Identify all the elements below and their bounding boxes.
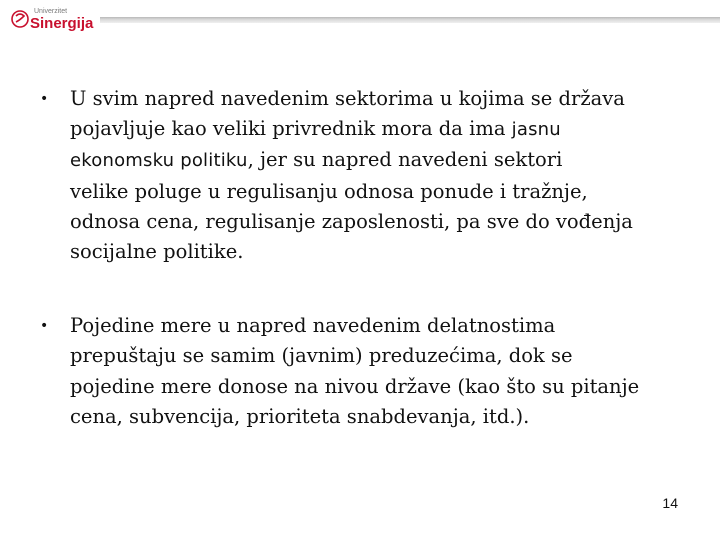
text-run: cena, subvencija, prioriteta snabdevanja, itd.). [70, 404, 530, 428]
header-divider [100, 17, 720, 23]
bullet-item [40, 311, 680, 432]
text-run: prepuštaju se samim (javnim) preduzećima, dok se [70, 344, 573, 368]
bullet-line [70, 237, 680, 267]
bullet-line [70, 207, 680, 237]
text-run: pojedine mere donose na nivou države (kao što su pitanje [70, 374, 640, 398]
text-run: U svim napred navedenim sektorima u kojima se država [70, 87, 625, 110]
bullet-dot: • [40, 91, 49, 107]
bullet-line [70, 145, 680, 176]
bullet-line [70, 177, 680, 207]
text-run: Pojedine mere u napred navedenim delatnostima [70, 314, 556, 338]
bullet-line [70, 114, 680, 145]
sinergija-logo-icon [10, 4, 96, 34]
emphasized-text: jasnu [511, 119, 561, 141]
bullet-item [40, 84, 680, 267]
text-run: , jer su napred navedeni sektori [247, 148, 563, 172]
bullet-line [70, 372, 680, 402]
text-run: pojavljuje kao veliki privrednik mora da ima [70, 117, 512, 141]
university-logo [10, 4, 96, 34]
emphasized-text: ekonomsku politiku [70, 150, 248, 172]
bullet-line [70, 311, 680, 341]
text-run: odnosa cena, regulisanje zaposlenosti, pa sve do vođenja [70, 209, 633, 233]
logo-small-text: Univerzitet [34, 8, 68, 15]
text-run: velike poluge u regulisanju odnosa ponude i tražnje, [70, 179, 588, 203]
page-number: 14 [662, 495, 678, 511]
logo-text: Sinergija [30, 15, 94, 32]
bullet-line [70, 341, 680, 371]
bullet-line [70, 84, 680, 114]
text-run: socijalne politike. [70, 240, 244, 264]
bullet-line [70, 402, 680, 432]
bullet-dot: • [40, 318, 49, 335]
slide-content [40, 84, 680, 432]
